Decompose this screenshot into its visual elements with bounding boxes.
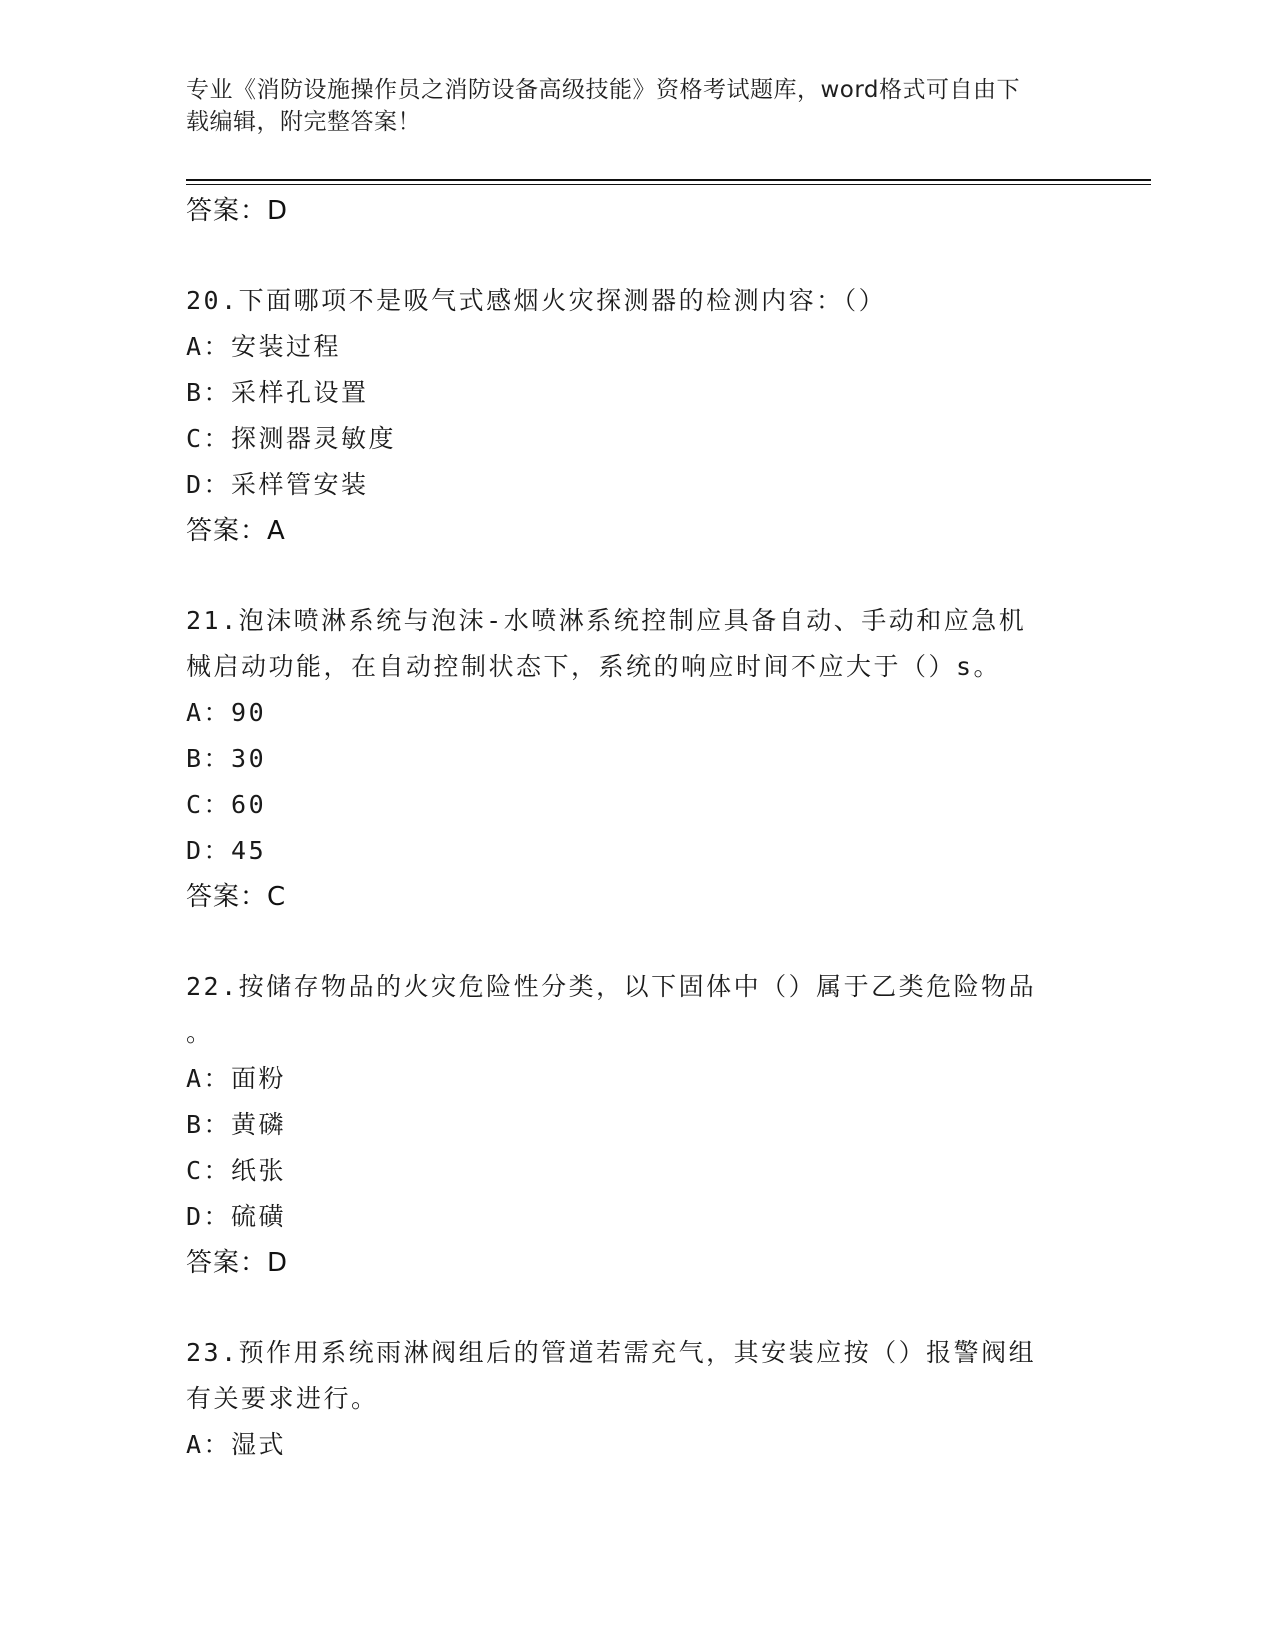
document-header [186,74,1086,138]
question-block-23 [186,1330,1086,1468]
option-d: D：硫磺 [186,1202,287,1231]
answer-label: 答案：D [186,1248,289,1278]
answer-label: 答案：C [186,882,287,912]
option-c: C：60 [186,790,267,819]
question-list [186,188,1086,1468]
option-a: A：安装过程 [186,332,342,361]
question-block-20 [186,278,1086,554]
option-b: B：30 [186,744,267,773]
question-block-21 [186,598,1086,920]
question-text-line-1: 21.泡沫喷淋系统与泡沫-水喷淋系统控制应具备自动、手动和应急机 [186,606,1027,635]
option-d: D：45 [186,836,267,865]
header-line-2: 载编辑，附完整答案！ [186,109,421,135]
header-rule-thin [186,184,1151,185]
question-block-22 [186,964,1086,1286]
option-a: A：90 [186,698,267,727]
answer-label: 答案：A [186,516,286,546]
spacer [186,920,1086,964]
question-text-line-1: 23.预作用系统雨淋阀组后的管道若需充气，其安装应按（）报警阀组 [186,1338,1037,1367]
option-b: B：采样孔设置 [186,378,369,407]
question-text-line-2: 。 [186,1018,214,1047]
header-rule-thick [186,179,1151,181]
option-b: B：黄磷 [186,1110,287,1139]
question-text-line-1: 22.按储存物品的火灾危险性分类，以下固体中（）属于乙类危险物品 [186,972,1037,1001]
option-c: C：探测器灵敏度 [186,424,397,453]
option-d: D：采样管安装 [186,470,369,499]
option-a: A：湿式 [186,1430,287,1459]
option-a: A：面粉 [186,1064,287,1093]
question-text-line-2: 械启动功能，在自动控制状态下，系统的响应时间不应大于（）s。 [186,652,1002,681]
question-text-line-2: 有关要求进行。 [186,1384,379,1413]
spacer [186,234,1086,278]
answer-label: 答案：D [186,196,289,226]
option-c: C：纸张 [186,1156,287,1185]
spacer [186,554,1086,598]
question-text: 20.下面哪项不是吸气式感烟火灾探测器的检测内容：（） [186,286,887,315]
header-line-1: 专业《消防设施操作员之消防设备高级技能》资格考试题库，word格式可自由下 [186,77,1021,103]
spacer [186,1286,1086,1330]
